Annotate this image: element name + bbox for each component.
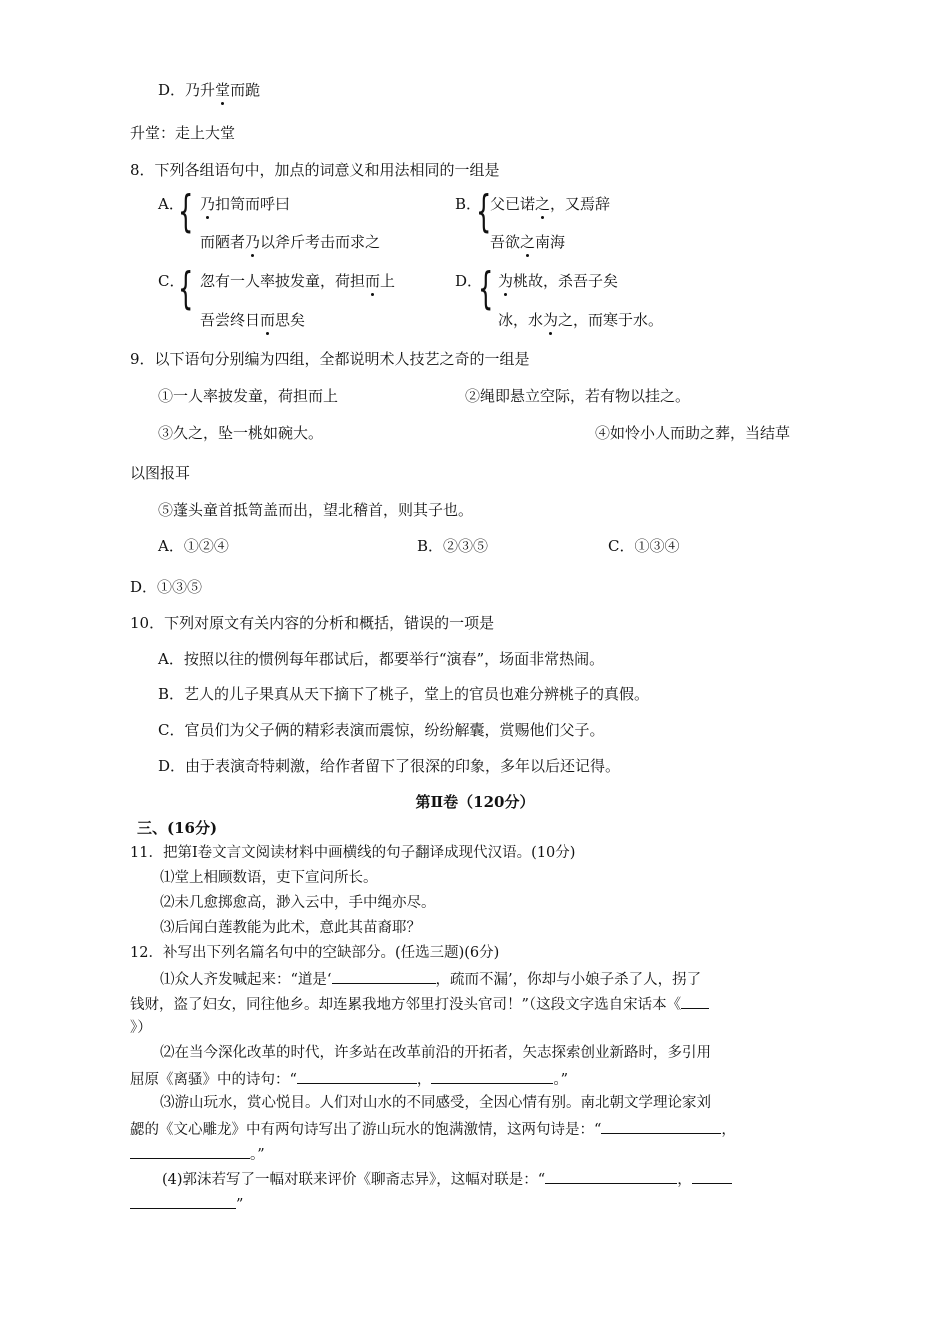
dotted-word: 为 xyxy=(543,311,559,329)
section-3-heading: 三、(16分) xyxy=(137,819,218,837)
q7-note: 升堂：走上大堂 xyxy=(130,124,236,142)
q8-c-letter: C． xyxy=(158,272,185,290)
brace-icon: { xyxy=(178,263,194,314)
q8-stem: 8．下列各组语句中，加点的词意义和用法相同的一组是 xyxy=(130,161,500,179)
answer-blank[interactable] xyxy=(130,1143,250,1159)
q8-a-letter: A． xyxy=(158,195,184,213)
q8-b-letter: B． xyxy=(455,195,482,213)
q8-a-line2: 而陋者乃以斧斤考击而求之 xyxy=(200,233,381,251)
q7-option-d: D．乃升堂而跪 xyxy=(158,81,261,99)
dotted-word: 为 xyxy=(498,272,514,290)
dotted-word: 之 xyxy=(520,233,536,251)
q12-p1-line2: 钱财，盗了妇女，同往他乡。却连累我地方邻里打没头官司！”（这段文字选自宋话本《 xyxy=(130,993,709,1015)
q8-c-line2: 吾尝终日而思矣 xyxy=(200,311,306,329)
part2-title: 第Ⅱ卷（120分） xyxy=(415,793,535,811)
q12-p3-line2: 勰的《文心雕龙》中有两句诗写出了游山玩水的饱满激情，这两句诗是：“ ， xyxy=(130,1118,736,1140)
q9-sentence-4a: ④如怜小人而助之葬，当结草 xyxy=(595,424,791,442)
q12-p4-line2: ” xyxy=(130,1193,243,1215)
q12-p3-line3: 。” xyxy=(130,1143,265,1165)
q12-p1-line3: 》） xyxy=(130,1020,152,1036)
answer-blank[interactable] xyxy=(681,993,709,1009)
q12-p2-line2: 屈原《离骚》中的诗句：“ ， 。” xyxy=(130,1068,568,1090)
q8-c-line1: 忽有一人率披发童，荷担而上 xyxy=(200,272,396,290)
answer-blank[interactable] xyxy=(130,1193,236,1209)
q10-option-a: A．按照以往的惯例每年郡试后，都要举行“演春”，场面非常热闹。 xyxy=(158,650,605,668)
q10-option-b: B．艺人的儿子果真从天下摘下了桃子，堂上的官员也难分辨桃子的真假。 xyxy=(158,685,650,703)
q8-b-line2: 吾欲之南海 xyxy=(490,233,566,251)
dotted-word: 堂 xyxy=(215,81,231,99)
q9-option-c: C．①③④ xyxy=(608,537,680,555)
q9-option-a: A．①②④ xyxy=(158,537,229,555)
brace-icon: { xyxy=(476,186,492,237)
answer-blank[interactable] xyxy=(692,1168,732,1184)
dotted-word: 乃 xyxy=(245,233,261,251)
q10-stem: 10．下列对原文有关内容的分析和概括，错误的一项是 xyxy=(130,614,495,632)
q9-option-d: D．①③⑤ xyxy=(130,578,203,596)
q10-option-d: D．由于表演奇特刺激，给作者留下了很深的印象，多年以后还记得。 xyxy=(158,757,621,775)
answer-blank[interactable] xyxy=(332,968,436,984)
q12-p2-line1: ⑵在当今深化改革的时代，许多站在改革前沿的开拓者，矢志探索创业新路时，多引用 xyxy=(160,1045,711,1061)
q8-b-line1: 父已诺之，又焉辞 xyxy=(490,195,611,213)
q11-sentence-2: ⑵未几愈掷愈高，渺入云中，手中绳亦尽。 xyxy=(160,895,436,911)
q9-sentence-4b: 以图报耳 xyxy=(130,464,191,482)
q8-d-letter: D． xyxy=(455,272,483,290)
brace-icon: { xyxy=(478,263,494,314)
q10-option-c: C．官员们为父子俩的精彩表演而震惊，纷纷解囊，赏赐他们父子。 xyxy=(158,721,605,739)
q11-stem: 11．把第Ⅰ卷文言文阅读材料中画横线的句子翻译成现代汉语。(10分) xyxy=(130,845,576,861)
q8-d-line1: 为桃故，杀吾子矣 xyxy=(498,272,619,290)
q9-sentence-5: ⑤蓬头童首抵笥盖而出，望北稽首，则其子也。 xyxy=(158,501,474,519)
dotted-word: 乃 xyxy=(200,195,216,213)
q9-sentence-2: ②绳即悬立空际，若有物以挂之。 xyxy=(465,387,691,405)
dotted-word: 而 xyxy=(365,272,381,290)
q9-sentence-1: ①一人率披发童，荷担而上 xyxy=(158,387,339,405)
q8-d-line2: 冰，水为之，而寒于水。 xyxy=(498,311,664,329)
q12-p1-line1: ⑴众人齐发喊起来：“道是‘ ，疏而不漏’，你却与小娘子杀了人，拐了 xyxy=(160,968,701,990)
q12-p4-line1: (4)郭沫若写了一幅对联来评价《聊斋志异》，这幅对联是：“ ， xyxy=(162,1168,732,1190)
option-letter: D． xyxy=(158,81,186,99)
answer-blank[interactable] xyxy=(601,1118,721,1134)
answer-blank[interactable] xyxy=(297,1068,417,1084)
q8-a-line1: 乃扣笥而呼曰 xyxy=(200,195,291,213)
q9-option-b: B．②③⑤ xyxy=(417,537,489,555)
answer-blank[interactable] xyxy=(545,1168,677,1184)
dotted-word: 而 xyxy=(260,311,276,329)
answer-blank[interactable] xyxy=(431,1068,553,1084)
brace-icon: { xyxy=(178,186,194,237)
q12-p3-line1: ⑶游山玩水，赏心悦目。人们对山水的不同感受，全因心情有别。南北朝文学理论家刘 xyxy=(160,1095,711,1111)
q9-stem: 9．以下语句分别编为四组，全都说明术人技艺之奇的一组是 xyxy=(130,350,530,368)
q11-sentence-3: ⑶后闻白莲教能为此术，意此其苗裔耶？ xyxy=(160,920,421,936)
q11-sentence-1: ⑴堂上相顾数语，吏下宣问所长。 xyxy=(160,870,378,886)
q9-sentence-3: ③久之，坠一桃如碗大。 xyxy=(158,424,324,442)
q12-stem: 12．补写出下列名篇名句中的空缺部分。(任选三题)(6分) xyxy=(130,945,500,961)
dotted-word: 之 xyxy=(535,195,551,213)
